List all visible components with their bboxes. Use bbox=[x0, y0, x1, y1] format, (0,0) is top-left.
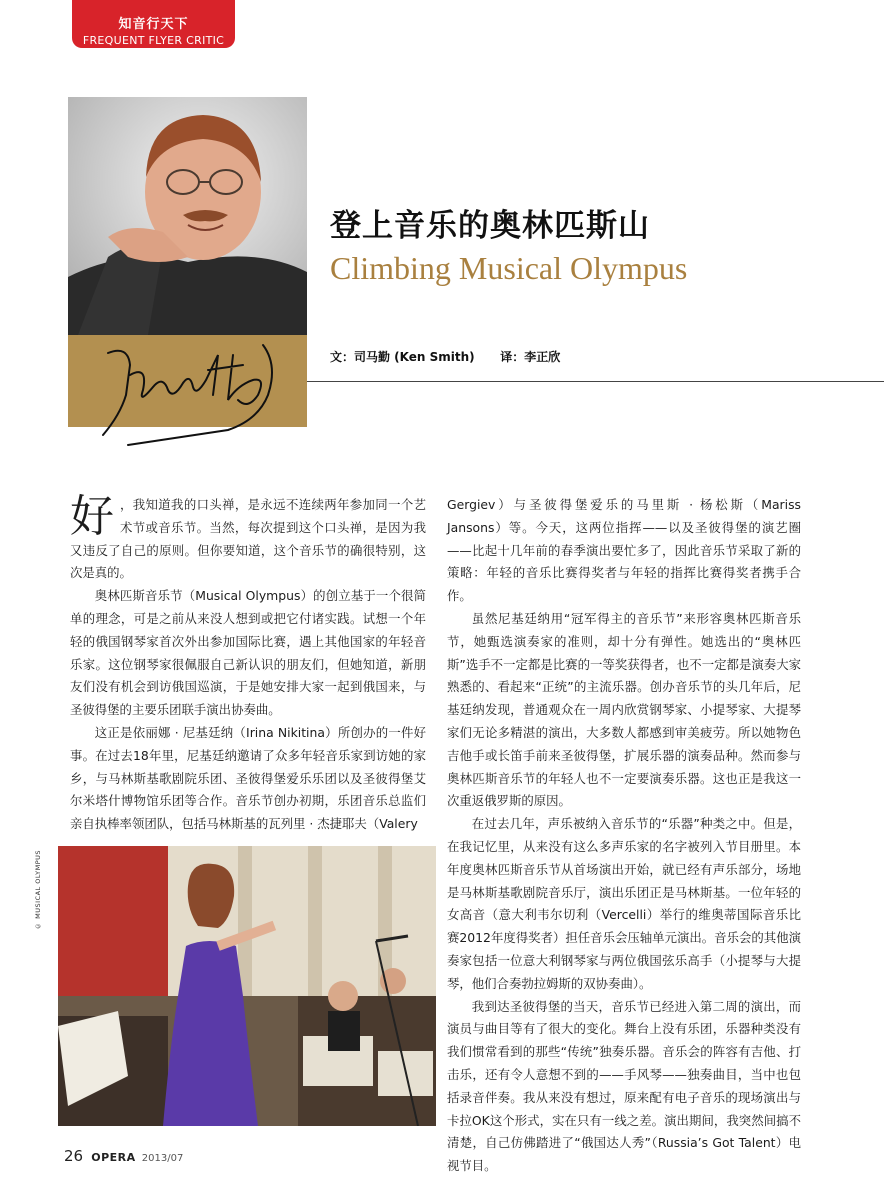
signature-panel bbox=[68, 335, 307, 427]
photo-credit: © MUSICAL OLYMPUS bbox=[34, 850, 42, 930]
drop-cap: 好 bbox=[70, 491, 114, 542]
header-rule bbox=[307, 381, 884, 382]
paragraph: 虽然尼基廷纳用“冠军得主的音乐节”来形容奥林匹斯音乐节，她甄选演奏家的准则，却十分有弹性。她选出的“奥林匹斯”选手不一定都是比赛的一等奖获得者，也不一定都是演奏大家熟悉的、看起来“正统”的主流乐器。创办音乐节的头几年后，尼基廷纳发现，普通观众在一周内欣赏钢琴家、小提琴家、大提琴家们无论多精湛的演出，大多数人都感到审美疲劳。所以她物色吉他手或长笛手前来圣彼得堡，扩展乐器的演奏品种。然而参与奥林匹斯音乐节的年轻人也不一定要演奏乐器。这也正是我这一次重返俄罗斯的原因。 bbox=[447, 610, 801, 809]
paragraph: 在过去几年，声乐被纳入音乐节的“乐器”种类之中。但是，在我记忆里，从来没有这么多声乐家的名字被列入节目册里。本年度奥林匹斯音乐节从首场演出开始，就已经有声乐部分，场地是马林斯基歌剧院音乐厅，演出乐团正是马林斯基。一位年轻的女高音（意大利韦尔切利（Vercelli）举行的维奥蒂国际音乐比赛2012年度得奖者）担任音乐会压轴单元演出。音乐会的其他演奏家包括一位意大利钢琴家与两位俄国弦乐高手（小提琴与大提琴，他们合奏勃拉姆斯的双协奏曲）。 bbox=[447, 816, 801, 991]
paragraph: 好 ，我知道我的口头禅，是永远不连续两年参加同一个艺术节或音乐节。当然，每次提到这个口头禅，是因为我又违反了自己的原则。但你要知道，这个音乐节的确很特别，这次是真的。 bbox=[70, 491, 426, 581]
paragraph: Gergiev）与圣彼得堡爱乐的马里斯 · 杨松斯（Mariss Jansons）等。今天，这两位指挥——以及圣彼得堡的演艺圈——比起十几年前的春季演出要忙多了，因此音乐节采取了新的策略：年轻的音乐比赛得奖者与年轻的指挥比赛得奖者携手合作。 bbox=[447, 497, 801, 604]
byline bbox=[330, 348, 560, 365]
body-column-1 bbox=[70, 491, 426, 836]
concert-photo bbox=[58, 846, 436, 1126]
article-title-en: Climbing Musical Olympus bbox=[330, 250, 688, 286]
page-number: 26 bbox=[64, 1147, 84, 1165]
section-tab bbox=[72, 0, 235, 48]
page-footer bbox=[64, 1147, 183, 1165]
signature-image bbox=[68, 335, 307, 445]
paragraph: 奥林匹斯音乐节（Musical Olympus）的创立基于一个很简单的理念，可是之前从来没人想到或把它付诸实践。试想一个年轻的俄国钢琴家首次外出参加国际比赛，遇上其他国家的年轻音乐家。这位钢琴家很佩服自己新认识的朋友们，但她知道，新朋友们没有机会到访俄国巡演，于是她安排大家一起到俄国来，与圣彼得堡的主要乐团联手演出协奏曲。 bbox=[70, 588, 426, 718]
paragraph: 我到达圣彼得堡的当天，音乐节已经进入第二周的演出，而演员与曲目等有了很大的变化。舞台上没有乐团，乐器种类没有我们惯常看到的那些“传统”独奏乐器。音乐会的阵容有吉他、打击乐，还有令人意想不到的——手风琴——独奏曲目，当中也包括录音伴奏。我从来没有想过，原来配有电子音乐的现场演出与卡拉OK这个形式，实在只有一线之差。演出期间，我突然间搞不清楚，自己仿佛踏进了“俄国达人秀”（Russia’s Got Talent）电视节目。 bbox=[447, 998, 801, 1174]
author-portrait bbox=[68, 97, 307, 335]
magazine-name: OPERA bbox=[91, 1151, 136, 1164]
translator-credit: 译：李正欣 bbox=[500, 350, 561, 364]
paragraph: 这正是依丽娜 · 尼基廷纳（Irina Nikitina）所创办的一件好事。在过去18年里，尼基廷纳邀请了众多年轻音乐家到访她的家乡，与马林斯基歌剧院乐团、圣彼得堡爱乐乐团以及圣彼得堡艾尔米塔什博物馆乐团等合作。音乐节创办初期，乐团音乐总监们亲自执棒率领团队，包括马林斯基的瓦列里 · 杰捷耶夫（Valery bbox=[70, 724, 426, 832]
issue-date: 2013/07 bbox=[141, 1153, 184, 1164]
article-title-zh: 登上音乐的奥林匹斯山 bbox=[330, 208, 650, 244]
body-column-2 bbox=[447, 494, 801, 1178]
section-title-zh: 知音行天下 bbox=[118, 17, 189, 32]
section-title-en: FREQUENT FLYER CRITIC bbox=[82, 34, 225, 47]
author-credit: 文：司马勤 (Ken Smith) bbox=[330, 350, 475, 364]
